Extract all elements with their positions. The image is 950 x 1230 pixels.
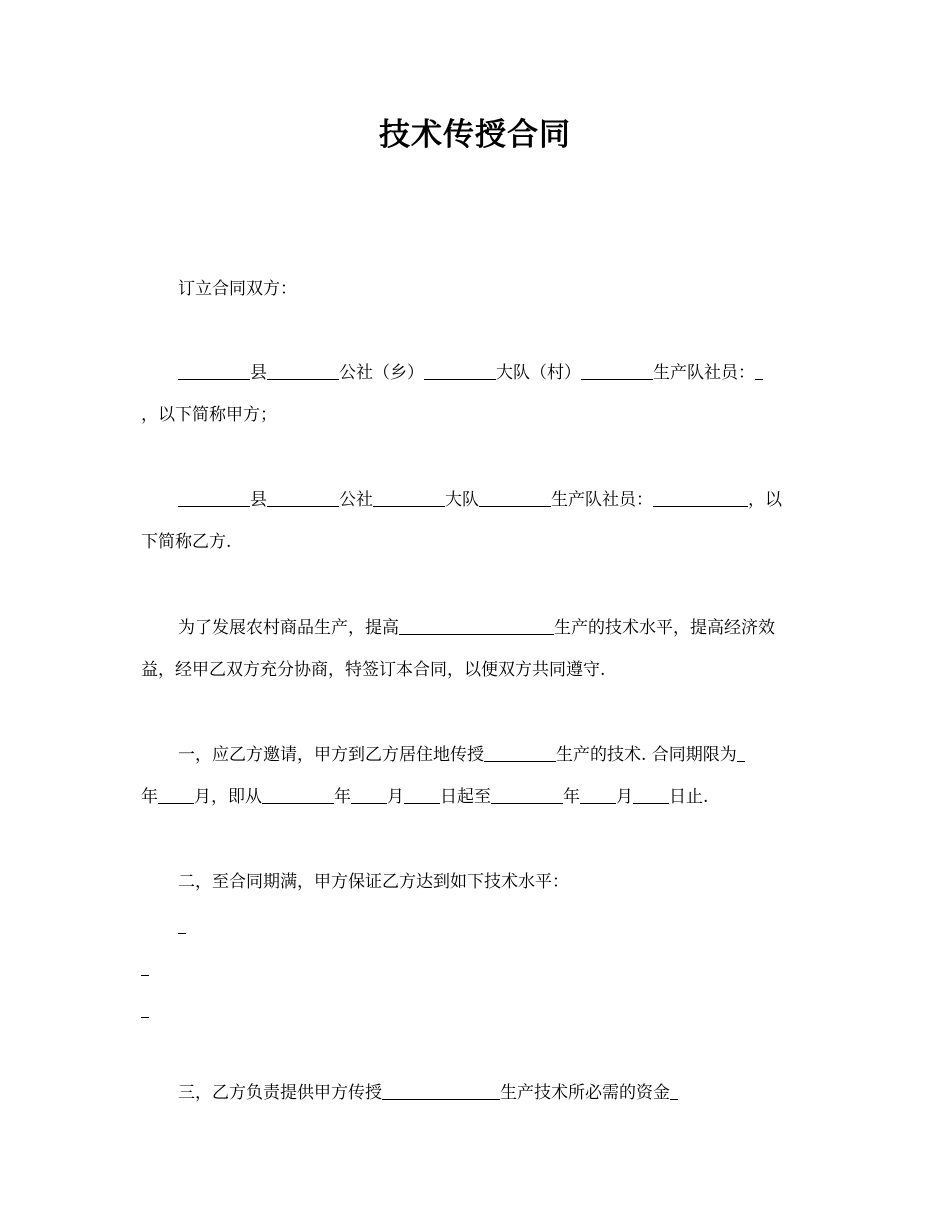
blank-field[interactable] — [373, 490, 445, 507]
blank-field[interactable] — [351, 787, 387, 804]
blank-field[interactable] — [670, 1083, 678, 1100]
party-b-suffix-1: ，以 — [748, 490, 782, 510]
party-a-county-label: 县 — [250, 363, 267, 383]
party-b-team-label: 生产队社员： — [551, 490, 653, 510]
intro-line: 订立合同双方： — [178, 279, 297, 299]
blank-field[interactable] — [382, 1083, 500, 1100]
party-b-suffix-2: 下简称乙方. — [141, 532, 232, 552]
blank-field[interactable] — [404, 787, 440, 804]
month-label: 月 — [387, 787, 404, 807]
blank-field[interactable] — [491, 787, 563, 804]
clause-2-text: 二，至合同期满，甲方保证乙方达到如下技术水平： — [178, 872, 569, 892]
party-a-suffix: ，以下简称甲方； — [141, 405, 277, 425]
page-title: 技术传授合同 — [379, 117, 571, 153]
purpose-text-1: 为了发展农村商品生产，提高 — [178, 618, 399, 638]
day-from-label: 日起至 — [440, 787, 491, 807]
blank-field[interactable] — [755, 363, 763, 380]
clause-3-paragraph — [141, 1072, 811, 1114]
blank-field[interactable] — [479, 490, 551, 507]
party-a-paragraph — [141, 352, 811, 436]
blank-field[interactable] — [424, 363, 496, 380]
clause-2-blank-3[interactable] — [141, 990, 811, 1032]
blank-field[interactable] — [267, 490, 339, 507]
clause-1-paragraph — [141, 734, 811, 818]
blank-field[interactable] — [737, 745, 745, 762]
year-label: 年 — [141, 787, 158, 807]
blank-field[interactable] — [653, 490, 748, 507]
blank-field[interactable] — [178, 363, 250, 380]
party-a-team-label: 生产队社员： — [653, 363, 755, 383]
party-a-brigade-label: 大队（村） — [496, 363, 581, 383]
end-label: 日止. — [669, 787, 709, 807]
month-label: 月 — [194, 787, 211, 807]
purpose-text-3: 益，经甲乙双方充分协商，特签订本合同，以便双方共同遵守. — [141, 660, 606, 680]
purpose-paragraph — [141, 607, 811, 691]
blank-field[interactable] — [399, 618, 554, 635]
blank-field[interactable] — [580, 787, 616, 804]
party-b-brigade-label: 大队 — [445, 490, 479, 510]
clause-2-blank-1[interactable] — [178, 906, 848, 948]
party-b-county-label: 县 — [250, 490, 267, 510]
clause-1-text-2: 生产的技术. 合同期限为 — [556, 745, 737, 765]
from-label: ，即从 — [211, 787, 262, 807]
blank-field[interactable] — [267, 363, 339, 380]
blank-field[interactable] — [633, 787, 669, 804]
party-b-paragraph — [141, 479, 811, 563]
party-a-commune-label: 公社（乡） — [339, 363, 424, 383]
party-b-commune-label: 公社 — [339, 490, 373, 510]
clause-3-text-1: 三，乙方负责提供甲方传授 — [178, 1083, 382, 1103]
blank-field[interactable] — [158, 787, 194, 804]
blank-field[interactable] — [262, 787, 334, 804]
clause-1-text-1: 一，应乙方邀请，甲方到乙方居住地传授 — [178, 745, 484, 765]
year-label: 年 — [334, 787, 351, 807]
blank-field[interactable] — [484, 745, 556, 762]
clause-2-blank-2[interactable] — [141, 948, 811, 990]
year-label: 年 — [563, 787, 580, 807]
blank-field[interactable] — [581, 363, 653, 380]
purpose-text-2: 生产的技术水平，提高经济效 — [554, 618, 775, 638]
blank-field[interactable] — [178, 490, 250, 507]
month-label: 月 — [616, 787, 633, 807]
clause-3-text-2: 生产技术所必需的资金 — [500, 1083, 670, 1103]
